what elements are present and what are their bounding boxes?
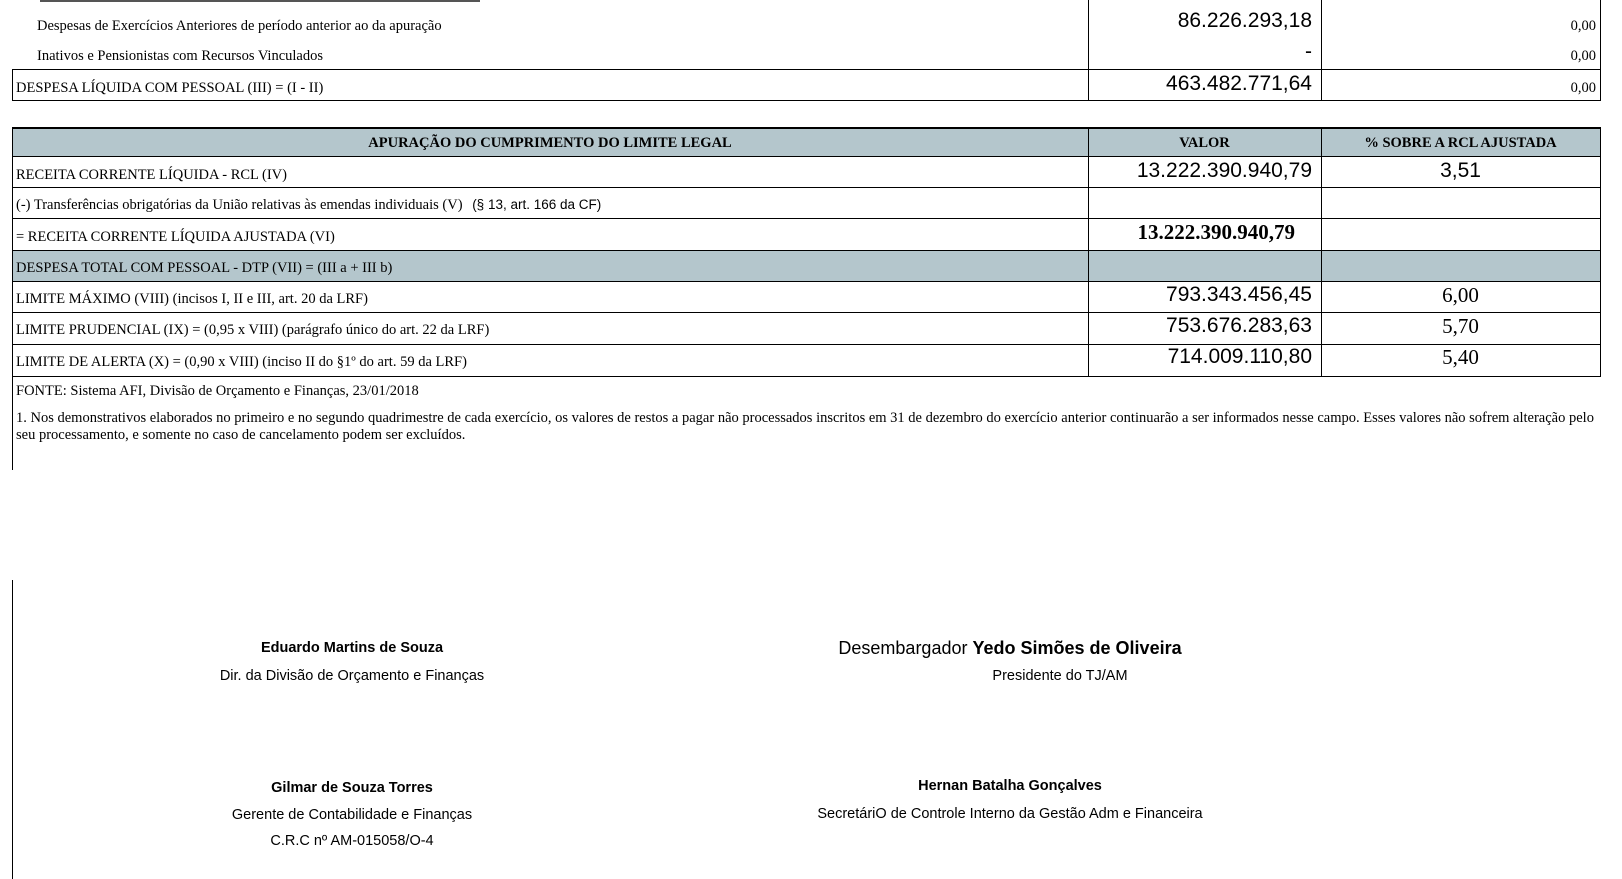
table-left-border	[12, 127, 13, 377]
top-row-extra: 0,00	[1570, 48, 1596, 64]
transfer-label: (-) Transferências obrigatórias da União relativas às emendas individuais (V)	[16, 197, 463, 213]
signature-name: Eduardo Martins de Souza	[260, 640, 444, 656]
table-row-label: DESPESA TOTAL COM PESSOAL - DTP (VII) = (III a + III b)	[16, 260, 393, 276]
table-row-value: 793.343.456,45	[1166, 283, 1312, 306]
row-divider	[12, 250, 1601, 251]
source-note: FONTE: Sistema AFI, Divisão de Orçamento e Finanças, 23/01/2018	[16, 383, 419, 399]
signature-name: Gilmar de Souza Torres	[271, 780, 433, 796]
table-row-label: LIMITE DE ALERTA (X) = (0,90 x VIII) (inciso II do §1º do art. 59 da LRF)	[16, 354, 467, 370]
transfer-note: (§ 13, art. 166 da CF)	[472, 197, 602, 212]
table-row-label: RECEITA CORRENTE LÍQUIDA - RCL (IV)	[16, 167, 287, 183]
footnote: 1. Nos demonstrativos elaborados no primeiro e no segundo quadrimestre de cada exercício, os valores de restos a pagar não processados inscritos em 31 de dezembro do exercício anterior continuarão a ser informados nesse campo. Esses valores não sofrem alteração pelo seu processamento, e somente no caso de cancelamento podem ser excluídos.	[16, 410, 1594, 443]
top-row-label: DESPESA LÍQUIDA COM PESSOAL (III) = (I - II)	[16, 80, 324, 96]
top-row-label: Inativos e Pensionistas com Recursos Vinculados	[37, 48, 324, 64]
top-cut-line	[40, 0, 480, 2]
row-divider	[12, 312, 1601, 313]
table-row-value: 714.009.110,80	[1167, 345, 1312, 368]
signature-role: Presidente do TJ/AM	[992, 668, 1128, 684]
top-row-label: Despesas de Exercícios Anteriores de período anterior ao da apuração	[37, 18, 442, 34]
table-row-pct: 6,00	[1442, 283, 1479, 307]
signature-role: Gerente de Contabilidade e Finanças	[231, 807, 473, 823]
signature-crc: C.R.C nº AM-015058/O-4	[270, 833, 434, 849]
row-divider	[12, 281, 1601, 282]
signature-name-president	[760, 638, 1260, 659]
table-top-border	[12, 127, 1601, 129]
table-row-pct: 3,51	[1440, 159, 1481, 182]
row-divider	[12, 100, 1601, 101]
signature-left-border	[12, 580, 13, 879]
table-row-label: LIMITE PRUDENCIAL (IX) = (0,95 x VIII) (parágrafo único do art. 22 da LRF)	[16, 322, 490, 338]
col-sep-left	[12, 69, 13, 100]
row-divider	[12, 218, 1601, 219]
signature-role: SecretáriO de Controle Interno da Gestão Adm e Financeira	[817, 806, 1203, 822]
table-row-label: LIMITE MÁXIMO (VIII) (incisos I, II e III, art. 20 da LRF)	[16, 291, 368, 307]
table-row-value: 753.676.283,63	[1166, 314, 1312, 337]
signature-name: Yedo Simões de Oliveira	[972, 638, 1182, 658]
col-sep-right	[1600, 0, 1601, 100]
header-pct: % SOBRE A RCL AJUSTADA	[1364, 135, 1557, 151]
notes-left-border	[12, 376, 13, 470]
header-title: APURAÇÃO DO CUMPRIMENTO DO LIMITE LEGAL	[368, 135, 732, 151]
signature-role: Dir. da Divisão de Orçamento e Finanças	[219, 668, 485, 684]
top-row-value: 86.226.293,18	[1177, 9, 1312, 32]
header-value: VALOR	[1179, 135, 1230, 151]
row-divider	[12, 69, 1601, 70]
top-row-value: 463.482.771,64	[1166, 72, 1312, 95]
top-row-extra: 0,00	[1570, 18, 1596, 34]
table-col-sep-1	[1088, 127, 1089, 377]
top-row-extra: 0,00	[1570, 80, 1596, 96]
table-right-border	[1600, 127, 1601, 377]
top-row-value: -	[1305, 40, 1312, 63]
row-divider	[12, 156, 1601, 157]
signature-name: Hernan Batalha Gonçalves	[918, 778, 1102, 794]
row-divider	[12, 187, 1601, 188]
table-row-value: 13.222.390.940,79	[1136, 159, 1312, 182]
col-sep-2	[1321, 0, 1322, 100]
signature-prefix: Desembargador	[838, 638, 968, 658]
table-row-label	[16, 197, 601, 214]
table-row-label: = RECEITA CORRENTE LÍQUIDA AJUSTADA (VI)	[16, 229, 335, 245]
table-row-pct: 5,40	[1442, 345, 1479, 369]
table-row-value: 13.222.390.940,79	[1137, 220, 1295, 244]
table-row-pct: 5,70	[1442, 314, 1479, 338]
col-sep-1	[1088, 0, 1089, 100]
row-divider	[12, 376, 1601, 377]
